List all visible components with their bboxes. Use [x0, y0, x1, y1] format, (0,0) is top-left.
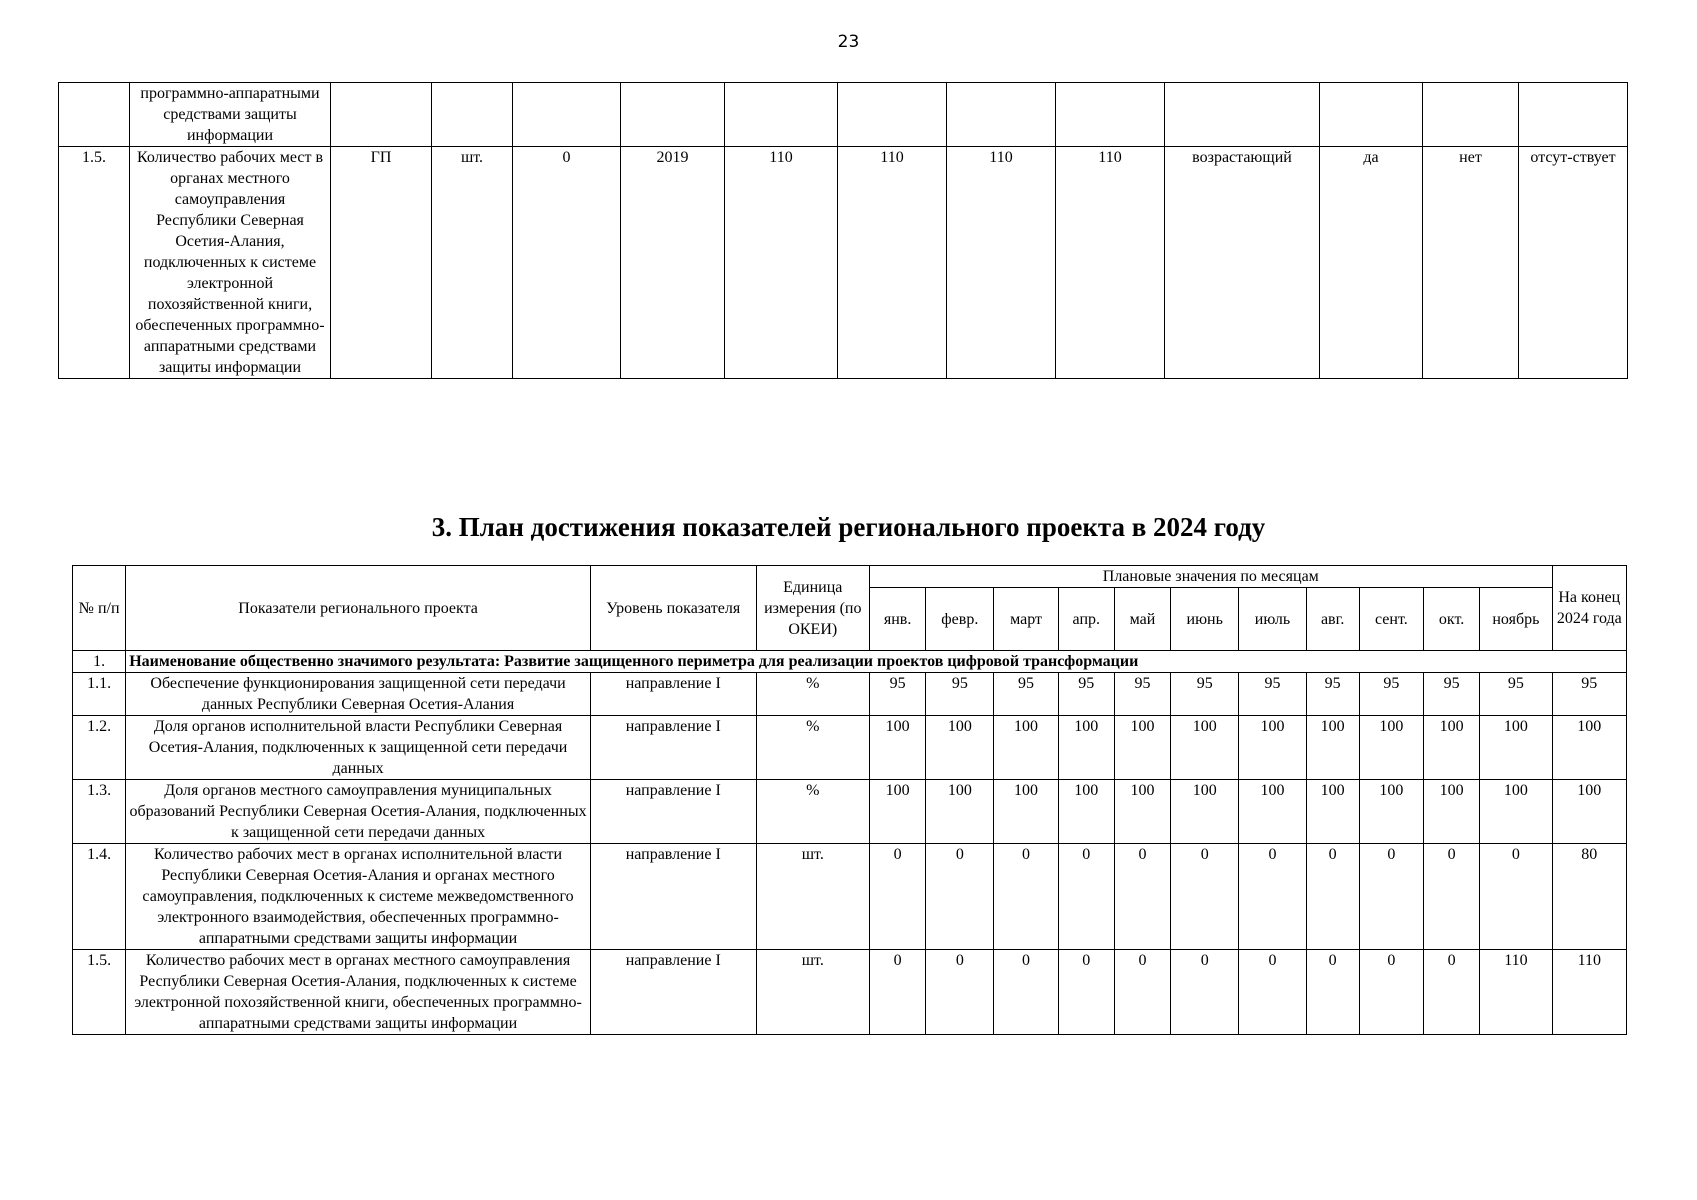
- row-month-value: 100: [1171, 780, 1239, 844]
- cell-v4: 110: [1056, 147, 1165, 379]
- row-month-value: 100: [926, 780, 994, 844]
- row-month-value: 95: [926, 673, 994, 716]
- header-month: июль: [1239, 588, 1306, 651]
- header-month: янв.: [869, 588, 925, 651]
- row-unit: %: [756, 716, 869, 780]
- header-month: февр.: [926, 588, 994, 651]
- row-year-end: 110: [1552, 950, 1626, 1035]
- row-num: 1.3.: [73, 780, 126, 844]
- row-month-value: 0: [1171, 950, 1239, 1035]
- cell-level: ГП: [331, 147, 432, 379]
- row-month-value: 0: [1058, 844, 1114, 950]
- table-row: [59, 83, 1628, 147]
- row-num: 1.5.: [73, 950, 126, 1035]
- row-month-value: 95: [1114, 673, 1170, 716]
- row-month-value: 0: [869, 844, 925, 950]
- row-month-value: 0: [1480, 844, 1552, 950]
- cell-trend: [1165, 83, 1320, 147]
- cell-num: 1.5.: [59, 147, 130, 379]
- header-month: май: [1114, 588, 1170, 651]
- row-month-value: 100: [1424, 780, 1480, 844]
- header-indicator: Показатели регионального проекта: [126, 566, 591, 651]
- table-row: [73, 844, 1627, 950]
- cell-note: [1519, 83, 1628, 147]
- row-month-value: 100: [1306, 780, 1359, 844]
- row-month-value: 0: [1114, 844, 1170, 950]
- header-year-end: На конец 2024 года: [1552, 566, 1626, 651]
- header-month: ноябрь: [1480, 588, 1552, 651]
- cell-base-year: 2019: [621, 147, 725, 379]
- row-month-value: 100: [1480, 780, 1552, 844]
- header-month: сент.: [1359, 588, 1423, 651]
- row-month-value: 100: [1058, 716, 1114, 780]
- row-month-value: 100: [1114, 780, 1170, 844]
- row-month-value: 0: [1424, 844, 1480, 950]
- row-num: 1.1.: [73, 673, 126, 716]
- row-indicator: Обеспечение функционирования защищенной сети передачи данных Республики Северная Осетия-Алания: [126, 673, 591, 716]
- cell-base-value: [513, 83, 621, 147]
- cell-v2: [838, 83, 947, 147]
- row-month-value: 0: [926, 950, 994, 1035]
- row-month-value: 95: [1306, 673, 1359, 716]
- row-year-end: 80: [1552, 844, 1626, 950]
- row-month-value: 0: [1239, 950, 1306, 1035]
- row-month-value: 100: [994, 716, 1058, 780]
- indicators-table-continued: [58, 82, 1628, 379]
- row-month-value: 0: [1359, 844, 1423, 950]
- row-month-value: 100: [1058, 780, 1114, 844]
- header-num: № п/п: [73, 566, 126, 651]
- cell-v1: [725, 83, 838, 147]
- cell-base-value: 0: [513, 147, 621, 379]
- header-level: Уровень показателя: [590, 566, 756, 651]
- row-indicator: Доля органов исполнительной власти Республики Северная Осетия-Алания, подключенных к защищенной сети передачи данных: [126, 716, 591, 780]
- row-indicator: Доля органов местного самоуправления муниципальных образований Республики Северная Осетия-Алания, подключенных к защищенной сети передачи данных: [126, 780, 591, 844]
- row-indicator: Количество рабочих мест в органах исполнительной власти Республики Северная Осетия-Алания и органах местного самоуправления, подключенных к системе межведомственного электронного взаимодействия, обеспеченных программно-аппаратными средствами защиты информации: [126, 844, 591, 950]
- row-month-value: 0: [1058, 950, 1114, 1035]
- row-month-value: 100: [994, 780, 1058, 844]
- row-month-value: 0: [1359, 950, 1423, 1035]
- table-row: [73, 716, 1627, 780]
- cell-level: [331, 83, 432, 147]
- row-unit: %: [756, 673, 869, 716]
- cell-unit: [432, 83, 513, 147]
- group-row: [73, 651, 1627, 673]
- row-level: направление I: [590, 673, 756, 716]
- row-num: 1.2.: [73, 716, 126, 780]
- header-month: июнь: [1171, 588, 1239, 651]
- row-month-value: 100: [869, 716, 925, 780]
- row-month-value: 0: [1114, 950, 1170, 1035]
- row-month-value: 95: [994, 673, 1058, 716]
- row-month-value: 0: [926, 844, 994, 950]
- row-month-value: 100: [1239, 716, 1306, 780]
- plan-table-body: [73, 651, 1627, 1035]
- row-month-value: 100: [1359, 780, 1423, 844]
- row-month-value: 0: [1171, 844, 1239, 950]
- row-month-value: 100: [1171, 716, 1239, 780]
- header-month: окт.: [1424, 588, 1480, 651]
- row-year-end: 100: [1552, 780, 1626, 844]
- cell-v2: 110: [838, 147, 947, 379]
- row-month-value: 95: [1359, 673, 1423, 716]
- row-year-end: 95: [1552, 673, 1626, 716]
- indicators-table-body: [59, 83, 1628, 379]
- row-unit: шт.: [756, 844, 869, 950]
- row-month-value: 100: [1239, 780, 1306, 844]
- row-month-value: 95: [1480, 673, 1552, 716]
- header-monthly: Плановые значения по месяцам: [869, 566, 1552, 588]
- cell-v1: 110: [725, 147, 838, 379]
- row-level: направление I: [590, 780, 756, 844]
- row-month-value: 0: [1239, 844, 1306, 950]
- row-unit: %: [756, 780, 869, 844]
- row-month-value: 0: [1306, 950, 1359, 1035]
- cell-base-year: [621, 83, 725, 147]
- cell-v3: 110: [947, 147, 1056, 379]
- table-row: [73, 673, 1627, 716]
- cell-flag1: да: [1320, 147, 1423, 379]
- cell-flag2: нет: [1423, 147, 1519, 379]
- row-month-value: 100: [1114, 716, 1170, 780]
- row-level: направление I: [590, 716, 756, 780]
- row-month-value: 100: [1306, 716, 1359, 780]
- row-month-value: 95: [1239, 673, 1306, 716]
- row-month-value: 95: [1058, 673, 1114, 716]
- cell-name: программно-аппаратными средствами защиты информации: [130, 83, 331, 147]
- cell-trend: возрастающий: [1165, 147, 1320, 379]
- row-indicator: Количество рабочих мест в органах местного самоуправления Республики Северная Осетия-Алания, подключенных к системе электронной похозяйственной книги, обеспеченных программно-аппаратными средствами защиты информации: [126, 950, 591, 1035]
- row-month-value: 100: [1424, 716, 1480, 780]
- row-month-value: 100: [1359, 716, 1423, 780]
- table-row: [73, 780, 1627, 844]
- group-title: Наименование общественно значимого результата: Развитие защищенного периметра для реализации проектов цифровой трансформации: [126, 651, 1627, 673]
- cell-flag1: [1320, 83, 1423, 147]
- plan-table: [72, 565, 1627, 1035]
- section-title: 3. План достижения показателей регионального проекта в 2024 году: [431, 512, 1266, 542]
- row-month-value: 95: [1171, 673, 1239, 716]
- row-month-value: 0: [869, 950, 925, 1035]
- row-month-value: 100: [869, 780, 925, 844]
- cell-flag2: [1423, 83, 1519, 147]
- row-year-end: 100: [1552, 716, 1626, 780]
- table-row: [59, 147, 1628, 379]
- row-month-value: 95: [869, 673, 925, 716]
- row-month-value: 95: [1424, 673, 1480, 716]
- row-level: направление I: [590, 844, 756, 950]
- cell-name: Количество рабочих мест в органах местного самоуправления Республики Северная Осетия-Алания, подключенных к системе электронной похозяйственной книги, обеспеченных программно-аппаратными средствами защиты информации: [130, 147, 331, 379]
- row-month-value: 0: [994, 844, 1058, 950]
- cell-num: [59, 83, 130, 147]
- header-month: апр.: [1058, 588, 1114, 651]
- cell-note: отсут-ствует: [1519, 147, 1628, 379]
- row-month-value: 0: [1306, 844, 1359, 950]
- header-month: авг.: [1306, 588, 1359, 651]
- header-month: март: [994, 588, 1058, 651]
- table-row: [73, 950, 1627, 1035]
- cell-v3: [947, 83, 1056, 147]
- cell-v4: [1056, 83, 1165, 147]
- row-month-value: 110: [1480, 950, 1552, 1035]
- group-num: 1.: [73, 651, 126, 673]
- row-unit: шт.: [756, 950, 869, 1035]
- row-month-value: 100: [1480, 716, 1552, 780]
- row-level: направление I: [590, 950, 756, 1035]
- row-month-value: 0: [1424, 950, 1480, 1035]
- page-number: 23: [837, 32, 860, 52]
- cell-unit: шт.: [432, 147, 513, 379]
- row-month-value: 0: [994, 950, 1058, 1035]
- row-num: 1.4.: [73, 844, 126, 950]
- row-month-value: 100: [926, 716, 994, 780]
- header-unit: Единица измерения (по ОКЕИ): [756, 566, 869, 651]
